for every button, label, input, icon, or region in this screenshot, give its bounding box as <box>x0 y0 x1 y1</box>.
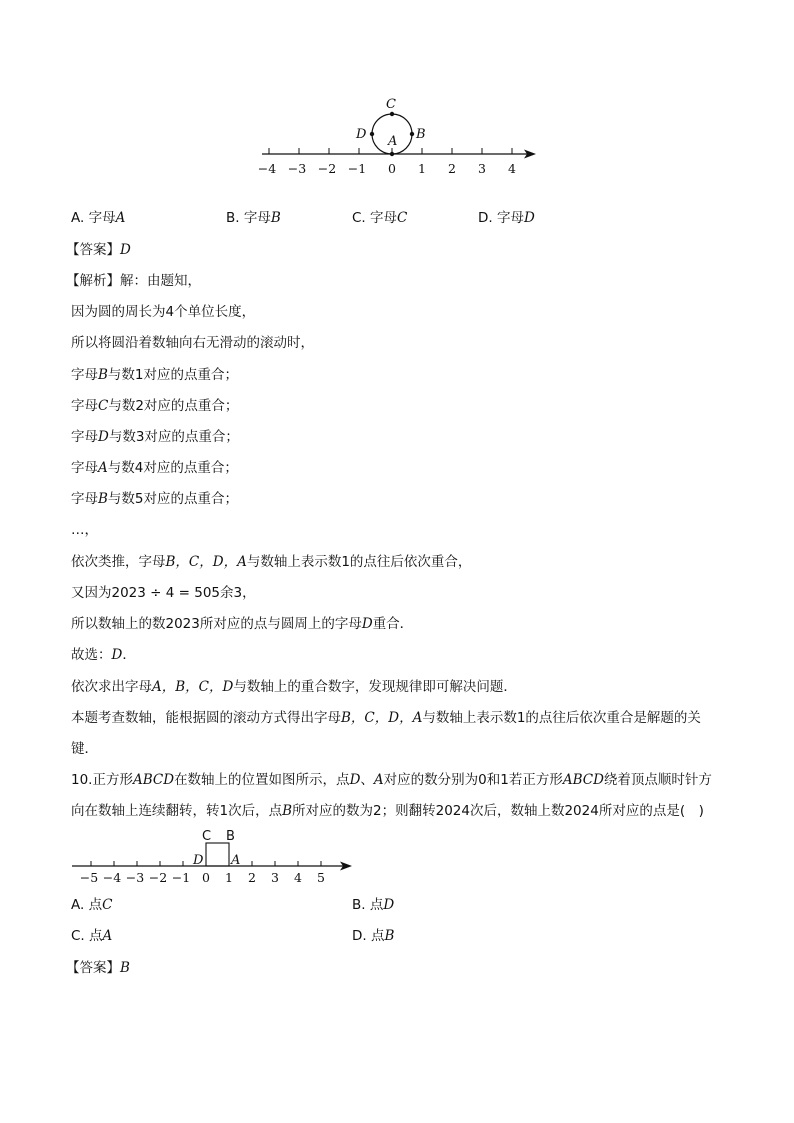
tick-label: 4 <box>294 870 302 885</box>
q9-option-c[interactable]: C. 字母C <box>352 210 408 226</box>
tick-label: −1 <box>171 870 191 885</box>
tick-label: −4 <box>257 161 277 176</box>
tick-label: 3 <box>271 870 279 885</box>
tick-label: −3 <box>125 870 145 885</box>
coincide-line: 字母C与数2对应的点重合； <box>71 398 239 414</box>
q10-stem-line2: 向在数轴上连续翻转，转1次后，点B所对应的数为2；则翻转2024次后，数轴上数2024所对应的点是( ) <box>71 803 704 819</box>
square-ABCD <box>206 843 229 866</box>
tick-label: 1 <box>418 161 426 176</box>
tick-label: −1 <box>347 161 367 176</box>
tick-label: −3 <box>287 161 307 176</box>
point-A <box>390 152 394 156</box>
q10-option-b[interactable]: B. 点D <box>352 897 395 913</box>
point-C <box>390 112 394 116</box>
label-B: B <box>416 127 426 142</box>
q9-number-line-figure <box>250 92 550 184</box>
q9-option-b[interactable]: B. 字母B <box>226 210 281 226</box>
tick-label: 2 <box>248 870 256 885</box>
tick-label: 0 <box>388 161 396 176</box>
coincide-line: 字母B与数5对应的点重合； <box>71 491 239 507</box>
tick-label: 2 <box>448 161 456 176</box>
conclusion-line: 所以数轴上的数2023所对应的点与圆周上的字母D重合． <box>71 616 414 632</box>
sequence-line: 依次类推，字母B，C，D，A与数轴上表示数1的点往后依次重合， <box>71 554 472 570</box>
point-B <box>410 132 414 136</box>
coincide-line: 字母B与数1对应的点重合； <box>71 367 239 383</box>
analysis-line: 因为圆的周长为4个单位长度， <box>71 304 256 320</box>
q10-option-c[interactable]: C. 点A <box>71 928 113 944</box>
point-D <box>370 132 374 136</box>
calc-line: 又因为2023 ÷ 4 = 505余3， <box>71 585 256 601</box>
q10-answer: 【答案】B <box>66 960 130 976</box>
label-C: C <box>202 829 212 844</box>
q9-answer: 【答案】D <box>66 242 131 258</box>
label-B: B <box>226 829 235 844</box>
q9-analysis-heading: 【解析】解：由题知， <box>66 273 201 289</box>
label-A: A <box>388 134 398 149</box>
q10-stem-line1: 10.正方形ABCD在数轴上的位置如图所示，点D、A对应的数分别为0和1若正方形ABCD绕着顶点顺时针方 <box>71 772 712 788</box>
review-line-end: 键． <box>71 741 98 757</box>
label-D: D <box>356 127 367 142</box>
method-line: 依次求出字母A，B，C，D与数轴上的重合数字，发现规律即可解决问题． <box>71 679 517 695</box>
tick-label: 1 <box>225 870 233 885</box>
coincide-line: 字母D与数3对应的点重合； <box>71 429 239 445</box>
tick-label: −5 <box>79 870 99 885</box>
tick-label: −4 <box>102 870 122 885</box>
analysis-line: 所以将圆沿着数轴向右无滑动的滚动时， <box>71 335 314 351</box>
ellipsis-line: …， <box>71 522 98 538</box>
tick-label: −2 <box>148 870 168 885</box>
tick-label: 4 <box>508 161 516 176</box>
review-line: 本题考查数轴，能根据圆的滚动方式得出字母B，C，D，A与数轴上表示数1的点往后依次重合是解题的关 <box>71 710 701 726</box>
q10-option-d[interactable]: D. 点B <box>352 928 395 944</box>
q10-option-a[interactable]: A. 点C <box>71 897 113 913</box>
tick-label: 3 <box>478 161 486 176</box>
tick-label: 0 <box>202 870 210 885</box>
q9-option-d[interactable]: D. 字母D <box>478 210 535 226</box>
coincide-line: 字母A与数4对应的点重合； <box>71 460 238 476</box>
tick-label: −2 <box>317 161 337 176</box>
label-C: C <box>386 97 396 112</box>
tick-label: 5 <box>317 870 325 885</box>
q10-number-line-figure <box>66 826 360 888</box>
label-A: A <box>231 853 241 868</box>
label-D: D <box>193 853 204 868</box>
q9-option-a[interactable]: A. 字母A <box>71 210 126 226</box>
choose-line: 故选：D． <box>71 647 136 663</box>
